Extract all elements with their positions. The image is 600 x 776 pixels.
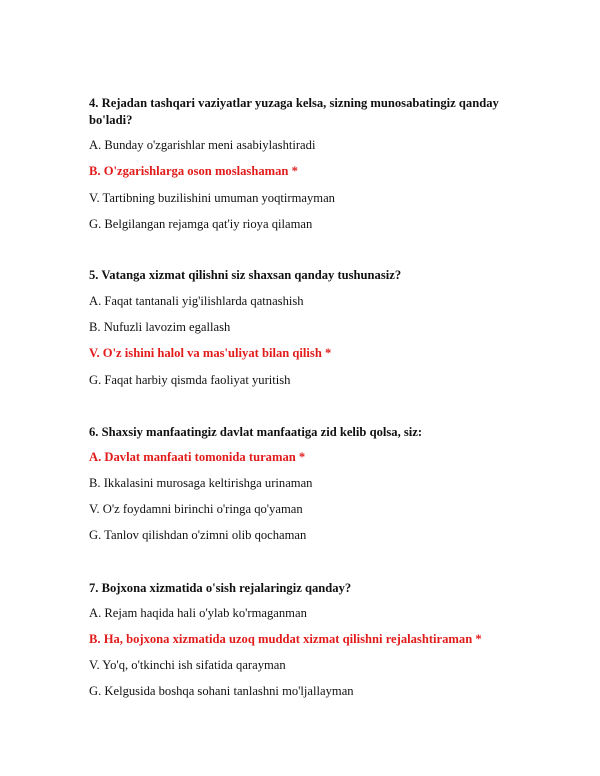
answer-option: B. Nufuzli lavozim egallash <box>89 320 231 334</box>
question-title: 5. Vatanga xizmat qilishni siz shaxsan qanday tushunasiz? <box>89 268 402 282</box>
question-7 <box>89 580 509 698</box>
question-4 <box>89 95 509 231</box>
answer-option-correct: A. Davlat manfaati tomonida turaman * <box>89 450 306 464</box>
answer-option: V. O'z foydamni birinchi o'ringa qo'yaman <box>89 502 303 516</box>
answer-option: G. Faqat harbiy qismda faoliyat yuritish <box>89 373 291 387</box>
answer-option: G. Kelgusida boshqa sohani tanlashni mo'ljallayman <box>89 684 354 698</box>
question-title: 4. Rejadan tashqari vaziyatlar yuzaga kelsa, sizning munosabatingiz qanday bo'ladi? <box>89 96 499 127</box>
answer-option: A. Bunday o'zgarishlar meni asabiylashtiradi <box>89 138 316 152</box>
answer-option-correct: V. O'z ishini halol va mas'uliyat bilan qilish * <box>89 346 332 360</box>
question-title: 7. Bojxona xizmatida o'sish rejalaringiz qanday? <box>89 581 352 595</box>
question-title: 6. Shaxsiy manfaatingiz davlat manfaatiga zid kelib qolsa, siz: <box>89 425 423 439</box>
answer-option: G. Tanlov qilishdan o'zimni olib qochaman <box>89 528 307 542</box>
answer-option-correct: B. O'zgarishlarga oson moslashaman * <box>89 164 298 178</box>
question-5 <box>89 267 509 387</box>
answer-option-correct: B. Ha, bojxona xizmatida uzoq muddat xizmat qilishni rejalashtiraman * <box>89 632 482 646</box>
question-6 <box>89 424 509 542</box>
answer-option: A. Rejam haqida hali o'ylab ko'rmaganman <box>89 606 307 620</box>
answer-option: G. Belgilangan rejamga qat'iy rioya qilaman <box>89 217 313 231</box>
answer-option: V. Yo'q, o'tkinchi ish sifatida qarayman <box>89 658 286 672</box>
answer-option: V. Tartibning buzilishini umuman yoqtirmayman <box>89 191 335 205</box>
answer-option: A. Faqat tantanali yig'ilishlarda qatnashish <box>89 294 304 308</box>
answer-option: B. Ikkalasini murosaga keltirishga urinaman <box>89 476 313 490</box>
